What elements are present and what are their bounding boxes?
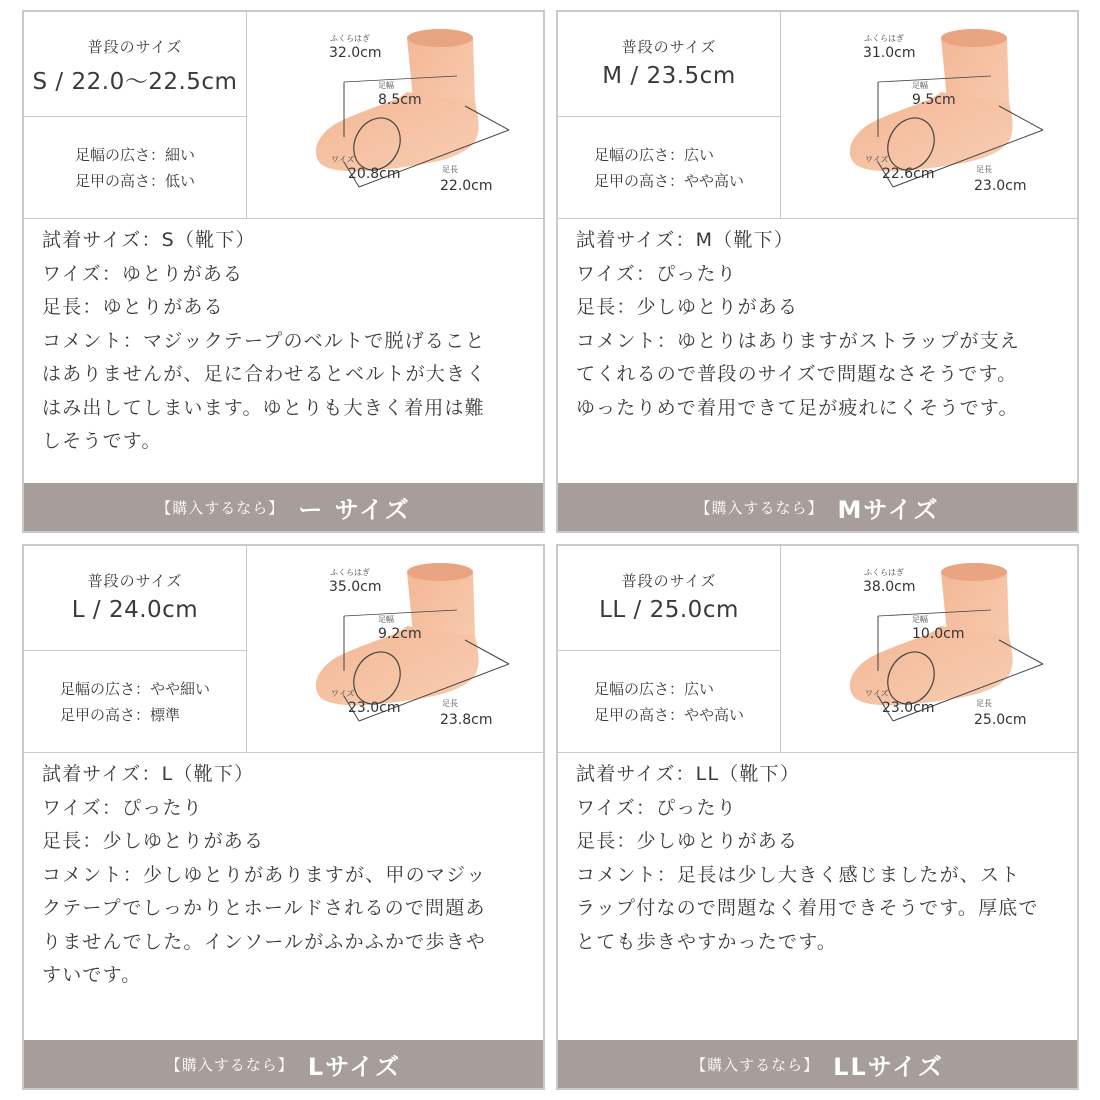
fitting-review <box>576 758 1063 959</box>
usual-size-caption: 普段のサイズ <box>621 572 717 590</box>
purchase-recommendation-bar <box>24 483 543 531</box>
review-line: ワイズ：ぴったり <box>42 796 203 819</box>
review-line: 試着サイズ：M（靴下） <box>576 229 795 251</box>
review-line: とても歩きやすかったです。 <box>576 930 838 953</box>
recommended-size: Lサイズ <box>307 1052 402 1081</box>
foot-width-measurement: 9.5cm <box>912 92 956 108</box>
review-line: しそうです。 <box>42 430 162 452</box>
recommended-size: Mサイズ <box>837 495 940 524</box>
foot-feature-cell <box>558 117 781 218</box>
wise-label: ワイズ <box>865 155 889 164</box>
review-line: コメント：ゆとりはありますがストラップが支え <box>576 329 1021 352</box>
usual-size-cell <box>24 546 247 651</box>
recommended-size: LLサイズ <box>833 1052 944 1081</box>
foot-width-feature: 足幅の広さ：広い <box>593 145 714 164</box>
foot-feature-cell <box>24 651 247 752</box>
purchase-prefix: 【購入するなら】 <box>695 498 824 517</box>
instep-height-feature: 足甲の高さ：低い <box>74 171 195 190</box>
review-line: ラップ付なので問題なく着用できそうです。厚底で <box>576 897 1039 919</box>
wise-measurement: 23.0cm <box>348 700 401 716</box>
calf-label: ふくらはぎ <box>864 34 904 43</box>
review-line: ワイズ：ゆとりがある <box>42 262 244 285</box>
review-line: 試着サイズ：L（靴下） <box>42 763 255 785</box>
purchase-prefix: 【購入するなら】 <box>156 498 285 517</box>
foot-diagram <box>247 546 543 752</box>
purchase-prefix: 【購入するなら】 <box>691 1055 820 1074</box>
usual-size-value: S / 22.0〜22.5cm <box>32 69 238 95</box>
instep-height-feature: 足甲の高さ：やや高い <box>593 171 744 190</box>
foot-diagram <box>781 12 1077 218</box>
usual-size-caption: 普段のサイズ <box>87 38 183 56</box>
calf-measurement: 38.0cm <box>863 579 916 595</box>
foot-width-feature: 足幅の広さ：やや細い <box>59 679 210 698</box>
foot-length-measurement: 23.8cm <box>440 712 493 728</box>
purchase-prefix: 【購入するなら】 <box>165 1055 294 1074</box>
review-line: ワイズ：ぴったり <box>576 262 737 285</box>
review-line: コメント：少しゆとりがありますが、甲のマジッ <box>42 863 487 886</box>
measurement-header <box>558 546 1077 753</box>
calf-measurement: 32.0cm <box>329 45 382 61</box>
review-line: 試着サイズ：S（靴下） <box>42 229 256 251</box>
instep-height-feature: 足甲の高さ：標準 <box>59 705 180 724</box>
review-line: りませんでした。インソールがふかふかで歩きや <box>42 930 487 953</box>
review-line: はみ出してしまいます。ゆとりも大きく着用は難 <box>42 396 485 419</box>
wise-label: ワイズ <box>865 689 889 698</box>
size-card-ll <box>556 544 1079 1090</box>
foot-width-measurement: 8.5cm <box>378 92 422 108</box>
foot-length-measurement: 23.0cm <box>974 178 1027 194</box>
wise-label: ワイズ <box>331 155 355 164</box>
wise-measurement: 22.6cm <box>882 166 935 182</box>
usual-size-cell <box>558 546 781 651</box>
fitting-review <box>42 224 529 459</box>
review-line: 足長：少しゆとりがある <box>42 830 265 852</box>
usual-size-caption: 普段のサイズ <box>87 572 183 590</box>
foot-width-label: 足幅 <box>378 81 394 90</box>
calf-label: ふくらはぎ <box>330 568 370 577</box>
usual-size-cell <box>558 12 781 117</box>
review-line: 足長：少しゆとりがある <box>576 830 799 852</box>
foot-illustration-icon <box>247 546 543 752</box>
review-line: クテープでしっかりとホールドされるので問題あ <box>42 897 486 919</box>
foot-length-label: 足長 <box>442 699 458 708</box>
foot-illustration-icon <box>781 546 1077 752</box>
usual-size-caption: 普段のサイズ <box>621 38 717 56</box>
calf-measurement: 31.0cm <box>863 45 916 61</box>
instep-height-feature: 足甲の高さ：やや高い <box>593 705 744 724</box>
wise-measurement: 20.8cm <box>348 166 401 182</box>
review-line: はありませんが、足に合わせるとベルトが大きく <box>42 363 487 385</box>
foot-width-label: 足幅 <box>912 615 928 624</box>
foot-width-label: 足幅 <box>378 615 394 624</box>
review-line: コメント：マジックテープのベルトで脱げること <box>42 329 486 352</box>
foot-illustration-icon <box>247 12 543 218</box>
usual-size-value: M / 23.5cm <box>602 63 736 89</box>
foot-length-measurement: 25.0cm <box>974 712 1027 728</box>
usual-size-value: L / 24.0cm <box>71 597 199 623</box>
size-card-l <box>22 544 545 1090</box>
review-line: てくれるので普段のサイズで問題なさそうです。 <box>576 363 1018 385</box>
foot-width-measurement: 9.2cm <box>378 626 422 642</box>
review-line: ゆったりめで着用できて足が疲れにくそうです。 <box>576 396 1019 419</box>
foot-width-label: 足幅 <box>912 81 928 90</box>
review-line: 試着サイズ：LL（靴下） <box>576 763 801 785</box>
foot-illustration-icon <box>781 12 1077 218</box>
foot-length-label: 足長 <box>976 165 992 174</box>
fitting-review <box>576 224 1063 425</box>
purchase-recommendation-bar <box>24 1040 543 1088</box>
review-line: 足長：ゆとりがある <box>42 296 224 318</box>
usual-size-cell <box>24 12 247 117</box>
fitting-review <box>42 758 529 993</box>
calf-measurement: 35.0cm <box>329 579 382 595</box>
purchase-recommendation-bar <box>558 483 1077 531</box>
measurement-header <box>24 12 543 219</box>
wise-label: ワイズ <box>331 689 355 698</box>
foot-length-measurement: 22.0cm <box>440 178 493 194</box>
calf-label: ふくらはぎ <box>864 568 904 577</box>
calf-label: ふくらはぎ <box>330 34 370 43</box>
recommended-size: ー サイズ <box>298 495 411 524</box>
foot-feature-cell <box>558 651 781 752</box>
foot-feature-cell <box>24 117 247 218</box>
foot-diagram <box>247 12 543 218</box>
size-card-m <box>556 10 1079 533</box>
foot-length-label: 足長 <box>442 165 458 174</box>
foot-length-label: 足長 <box>976 699 992 708</box>
measurement-header <box>558 12 1077 219</box>
usual-size-value: LL / 25.0cm <box>599 597 739 623</box>
foot-width-feature: 足幅の広さ：細い <box>74 145 195 164</box>
size-card-s <box>22 10 545 533</box>
measurement-header <box>24 546 543 753</box>
foot-width-measurement: 10.0cm <box>912 626 965 642</box>
review-line: ワイズ：ぴったり <box>576 796 737 819</box>
purchase-recommendation-bar <box>558 1040 1077 1088</box>
foot-diagram <box>781 546 1077 752</box>
review-line: コメント：足長は少し大きく感じましたが、スト <box>576 863 1021 886</box>
review-line: すいです。 <box>42 964 142 986</box>
review-line: 足長：少しゆとりがある <box>576 296 799 318</box>
wise-measurement: 23.0cm <box>882 700 935 716</box>
foot-width-feature: 足幅の広さ：広い <box>593 679 714 698</box>
